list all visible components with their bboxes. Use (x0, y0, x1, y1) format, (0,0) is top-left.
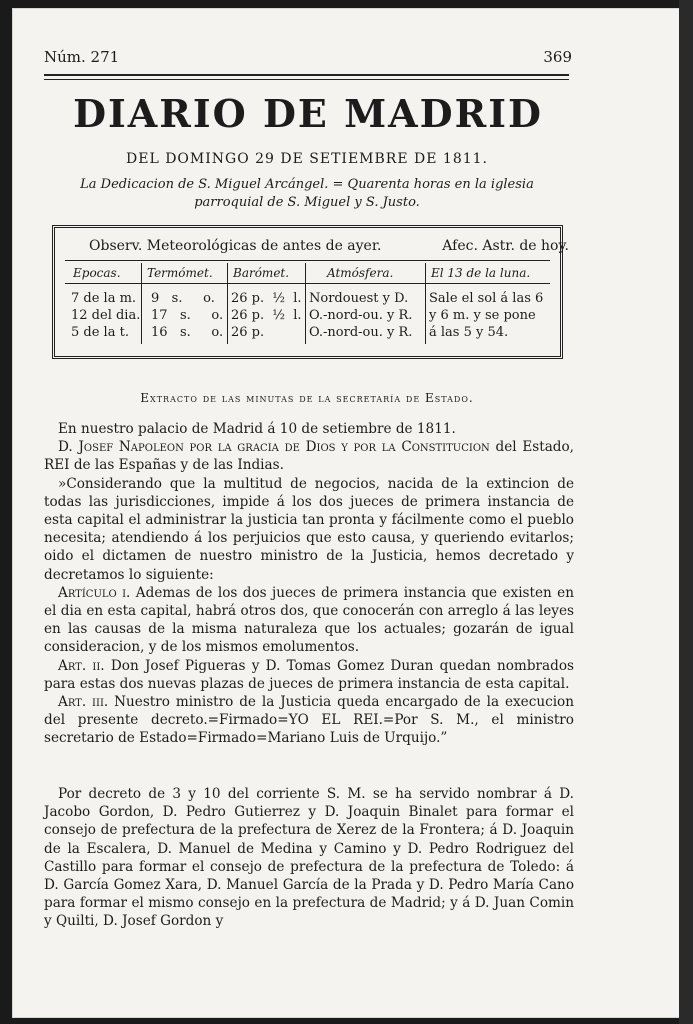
issue-number: Núm. 271 (44, 48, 120, 66)
col-luna: El 13 de la luna. (431, 266, 531, 280)
article-2-text: Don Josef Pigueras y D. Tomas Gomez Duran quedan nombrados para estas dos nuevas plazas de jueces de primera instancia de esta capital. (44, 657, 574, 692)
meteo-rule-mid (65, 283, 550, 284)
row-termometro: 17 s. o. (151, 308, 224, 323)
article-1-label: Artículo i. (58, 584, 131, 601)
meteo-col-divider (425, 263, 426, 344)
meteo-title-left: Observ. Meteorológicas de antes de ayer. (89, 238, 382, 254)
row-epoca: 12 del dia. (71, 308, 141, 323)
col-epocas: Epocas. (73, 266, 121, 280)
decree-article-2 (44, 657, 574, 693)
top-rule-thin (44, 79, 569, 80)
row-atmosfera: O.-nord-ou. y R. (309, 308, 413, 323)
meteo-title-right: Afec. Astr. de hoy. (442, 238, 569, 254)
dedication (52, 176, 562, 212)
masthead-title: DIARIO DE MADRID (73, 91, 543, 136)
decree-preamble-caps: D. Josef Napoleon por la gracia de Dios y por la Constitucion (58, 439, 490, 456)
decree-preamble (44, 438, 574, 474)
row-barometro: 26 p. ½ l. (231, 291, 302, 306)
dedication-line-2: parroquial de S. Miguel y S. Justo. (194, 195, 420, 210)
article-3-label: Art. iii. (58, 694, 109, 711)
meteo-rule-top (65, 260, 550, 261)
luna-line-3: á las 5 y 54. (429, 325, 509, 340)
section-title: Extracto de las minutas de la secretaría de Estado. (140, 391, 474, 405)
page-number: 369 (543, 48, 572, 66)
meteo-col-divider (305, 263, 306, 344)
row-epoca: 7 de la m. (71, 291, 137, 306)
row-epoca: 5 de la t. (71, 325, 129, 340)
decree-preamble-rest: del Estado, REI de las Españas y de las Indias. (44, 439, 575, 474)
meteo-header (89, 238, 569, 254)
article-1-text: Ademas de los dos jueces de primera instancia que existen en el dia en esta capital, habrá otros dos, que conocerán con arreglo á las leyes en las causas de la misma naturaleza que los actuales; gozarán de igual consideracion, y de los mismos emolumentos. (44, 584, 574, 656)
meteo-col-divider (227, 263, 228, 344)
decree-article-1 (44, 584, 574, 657)
col-termometro: Termómet. (147, 266, 213, 280)
row-termometro: 16 s. o. (151, 325, 224, 340)
row-atmosfera: Nordouest y D. (309, 291, 409, 306)
row-atmosfera: O.-nord-ou. y R. (309, 325, 413, 340)
appointments-paragraph: Por decreto de 3 y 10 del corriente S. M. se ha servido nombrar á D. Jacobo Gordon, D. Pedro Gutierrez y D. Joaquin Binalet para formar el consejo de prefectura de la prefectura de Xerez de la Frontera; á D. Joaquin de la Escalera, D. Manuel de Medina y Camino y D. Pedro Rodriguez del Castillo para formar el consejo de prefectura de la prefectura de Toledo: á D. García Gomez Xara, D. Manuel García de la Prada y D. Pedro María Cano para formar el mismo consejo en la prefectura de Madrid; y á D. Juan Comin y Quilti, D. Josef Gordon y (44, 786, 574, 930)
article-3-text: Nuestro ministro de la Justicia queda encargado de la execucion del presente decreto.=Firmado=YO EL REI.=Por S. M., el ministro secretario de Estado=Firmado=Mariano Luis de Urquijo.” (44, 694, 574, 747)
col-atmosfera: Atmósfera. (327, 266, 394, 280)
appointments-text (44, 785, 574, 931)
article-2-label: Art. ii. (58, 657, 105, 674)
dedication-line-1: La Dedicacion de S. Miguel Arcángel. = Quarenta horas en la iglesia (80, 177, 534, 192)
decree-dateline: En nuestro palacio de Madrid á 10 de setiembre de 1811. (58, 421, 456, 437)
decree-article-3 (44, 693, 574, 748)
top-rule (44, 74, 569, 76)
decree-considerando: »Considerando que la multitud de negocios, nacida de la extincion de todas las jurisdicciones, impide á los dos jueces de primera instancia de esta capital el administrar la justicia tan pronta y fácilmente como el pueblo necesita; atendiendo á los perjuicios que esto causa, y queriendo evitarlos; oido el dictamen de nuestro ministro de la Justicia, hemos decretado y decretamos lo siguiente: (44, 475, 574, 583)
decree-text (44, 420, 574, 748)
newspaper-page (12, 8, 680, 1018)
meteorological-table (52, 225, 569, 359)
row-barometro: 26 p. ½ l. (231, 308, 302, 323)
row-barometro: 26 p. (231, 325, 265, 340)
dateline: DEL DOMINGO 29 DE SETIEMBRE DE 1811. (126, 151, 488, 167)
col-barometro: Barómet. (233, 266, 290, 280)
luna-line-2: y 6 m. y se pone (429, 308, 536, 323)
luna-line-1: Sale el sol á las 6 (429, 291, 544, 306)
meteo-col-divider (141, 263, 142, 344)
scan-edge (679, 0, 693, 1024)
row-termometro: 9 s. o. (151, 291, 215, 306)
